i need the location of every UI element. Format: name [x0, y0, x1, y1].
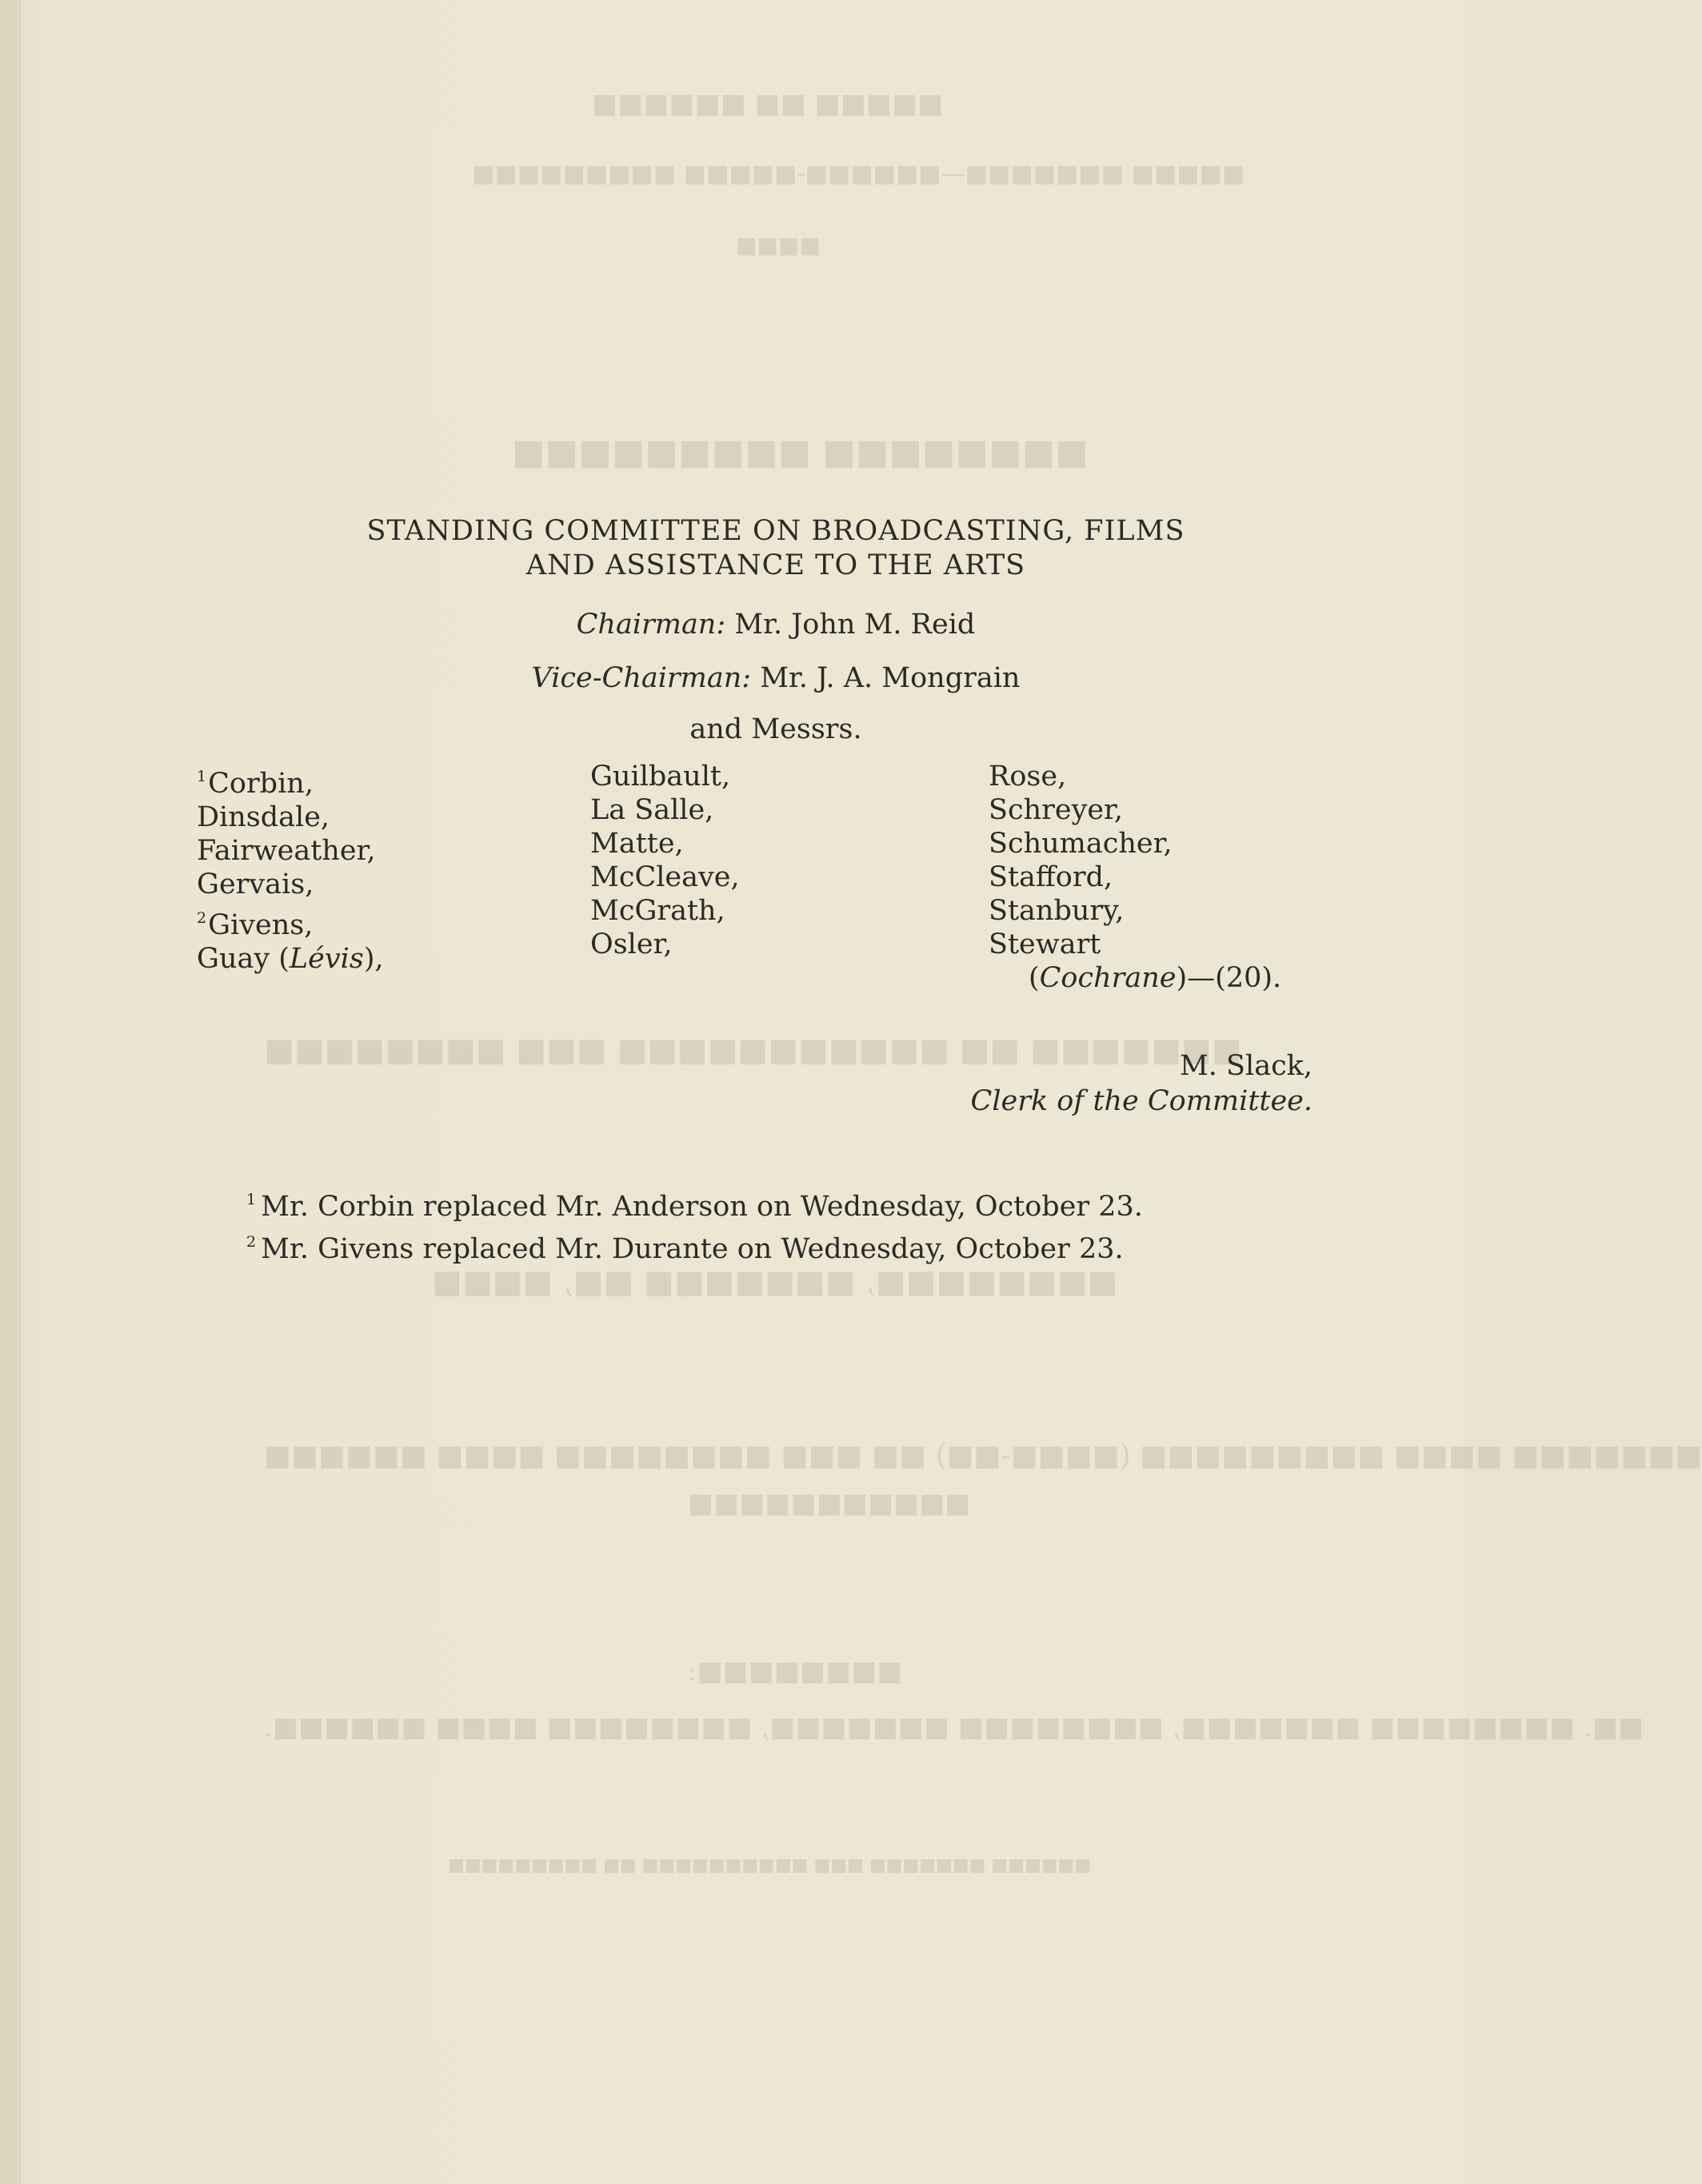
member-name: Guilbault, [590, 761, 731, 793]
member-name: McGrath, [590, 895, 725, 927]
member-name: Stafford, [989, 861, 1113, 893]
member-name: Schumacher, [989, 828, 1173, 860]
footnote-mark: 2 [197, 909, 207, 927]
member-name: Dinsdale, [197, 801, 330, 833]
heading-line-2: AND ASSISTANCE TO THE ARTS [525, 549, 1026, 581]
member-name: La Salle, [590, 794, 714, 826]
clerk-title: Clerk of the Committee. [970, 1085, 1312, 1117]
vice-chairman-name: Mr. J. A. Mongrain [760, 662, 1021, 694]
member-name: $^1$Corbin, [197, 768, 314, 800]
members-column-3 [989, 760, 1281, 995]
members-column-2 [590, 760, 740, 961]
member-name: Schreyer, [989, 794, 1124, 826]
member-name: Gervais, [197, 868, 314, 900]
footnote: $^2$ Mr. Givens replaced Mr. Durante on Wednesday, October 23. [246, 1233, 1124, 1265]
vice-chairman-label: Vice-Chairman: [531, 662, 752, 694]
member-name: Matte, [590, 828, 684, 860]
vice-chairman-line [264, 661, 1288, 696]
clerk-signature [971, 1048, 1312, 1119]
show-through-text: ■■■■■■ ■■■■■■■ ■■■ ■■■■■■■■■■ ■■ ■■■■■■■■■ [448, 1855, 1092, 1875]
show-through-text: ■■■■■■■ ■■ ■■■■■■■■■■■ ■■■ ■■■■■■■■ [264, 1032, 1242, 1068]
show-through-text: ■■■■■■■■: [688, 1655, 903, 1687]
show-through-text: ■■■■■■■■ ■■■■■■■■■ [512, 432, 1089, 473]
members-column-1 [197, 760, 384, 976]
footnote-mark: 1 [246, 1191, 257, 1208]
committee-heading [264, 514, 1288, 583]
show-through-text: ■■. ■■■■■■■■ ■■■■■■■, ■■■■■■■■ ■■■■■■■, ■■■■■■■■ ■■■■ ■■■■■■. [264, 1711, 1644, 1743]
chairman-line [264, 608, 1288, 642]
member-name: Osler, [590, 928, 673, 960]
and-messrs: and Messrs. [689, 713, 862, 745]
member-name: McCleave, [590, 861, 740, 893]
footnote-mark: 1 [197, 768, 207, 785]
show-through-text: ■■■■■ ■■■■■■■—■■■■■■-■■■■■ ■■■■■■■■■ [472, 160, 1245, 188]
show-through-text: ■■■■■■■■■■■ [688, 1487, 971, 1519]
show-through-text: ■■■■ [736, 232, 821, 258]
member-name: Stanbury, [989, 895, 1125, 927]
member-name: Stewart [989, 928, 1101, 960]
member-name: Rose, [989, 761, 1067, 793]
show-through-text: ■■■■■■■■, ■■■■■■■ ■■, ■■■■ [432, 1264, 1118, 1300]
footnotes [246, 1182, 1143, 1267]
member-name: Fairweather, [197, 835, 376, 867]
page-edge [0, 0, 21, 2184]
member-riding-and-count: (Cochrane)—(20). [1029, 962, 1282, 994]
chairman-name: Mr. John M. Reid [734, 609, 976, 641]
heading-line-1: STANDING COMMITTEE ON BROADCASTING, FILMS [366, 515, 1185, 547]
chairman-label: Chairman: [576, 609, 726, 641]
footnote-mark: 2 [246, 1233, 257, 1251]
member-name: Guay (Lévis), [197, 943, 384, 975]
footnote: $^1$ Mr. Corbin replaced Mr. Anderson on Wednesday, October 23. [246, 1191, 1143, 1223]
clerk-name: M. Slack, [1179, 1050, 1312, 1082]
show-through-text: ■■■■■ ■■ ■■■■■■ [592, 88, 944, 120]
show-through-text: ■■■■■■■ ■■■■ ■■■■■■■■■ (■■■■-■■) ■■ ■■■ ■■■■■■■■ ■■■■ ■■■■■■ [264, 1439, 1702, 1472]
member-name: $^2$Givens, [197, 909, 314, 941]
